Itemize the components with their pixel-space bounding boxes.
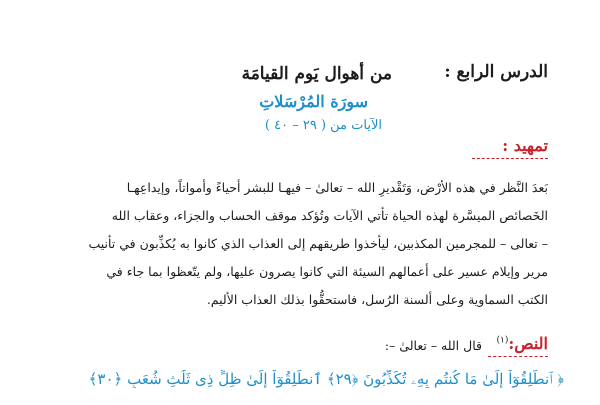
- text-heading-label: النص:: [508, 334, 548, 353]
- footnote-marker: (١): [496, 335, 509, 346]
- lesson-title: من أهوال يَوم القيامَة: [241, 64, 392, 84]
- intro-underline: [472, 158, 548, 159]
- intro-line: بَعدَ النَّظر في هذه الأرْض، وَتَقْديرِ الله – تعالىٰ – فيهـا للبشر أحياءً وأمواتاً، وإيداعِهـا: [126, 180, 548, 195]
- verse-range: الآيات من ( ٢٩ – ٤٠ ): [264, 118, 382, 133]
- quran-verse: ﴿ ٱنطَلِقُوٓاْ إِلَىٰ مَا كُنتُم بِهِۦ تُكَذِّبُونَ ﴿٢٩﴾ ٱنطَلِقُوٓاْ إِلَىٰ ظِلٍّ ذِى ثَلَٰثِ شُعَبٍ ﴿٣٠﴾: [88, 370, 564, 388]
- intro-heading: تمهيد :: [502, 136, 548, 155]
- intro-line: الكتب السماوية وعلى ألسنة الرُسل، فاستحقُّوا بذلك العذاب الأليم.: [206, 292, 548, 307]
- lesson-label: الدرس الرابع :: [444, 62, 548, 82]
- surah-name: سورَة المُرْسَلاتِ: [259, 92, 368, 111]
- intro-line: الخَصائص الميسَّرة لهذه الحياة تأتي الآيات وتُؤكد موقف الحساب والجزاء، وعقاب الله: [111, 208, 548, 223]
- text-heading: [496, 334, 548, 353]
- intro-paragraph: [48, 174, 548, 314]
- intro-line: مرير وإيلام عسير على أعمالهم السيئة التي كانوا يصرون عليها، ولم يتّعظوا بما جاء في: [106, 264, 548, 279]
- intro-line: – تعالى – للمجرمين المكذبين، ليأخذوا طريقهم إلى العذاب الذي كانوا به يُكذِّبون في تأنيب: [88, 236, 548, 251]
- text-underline: [488, 356, 548, 357]
- quote-intro: قال الله – تعالىٰ –:: [384, 338, 482, 353]
